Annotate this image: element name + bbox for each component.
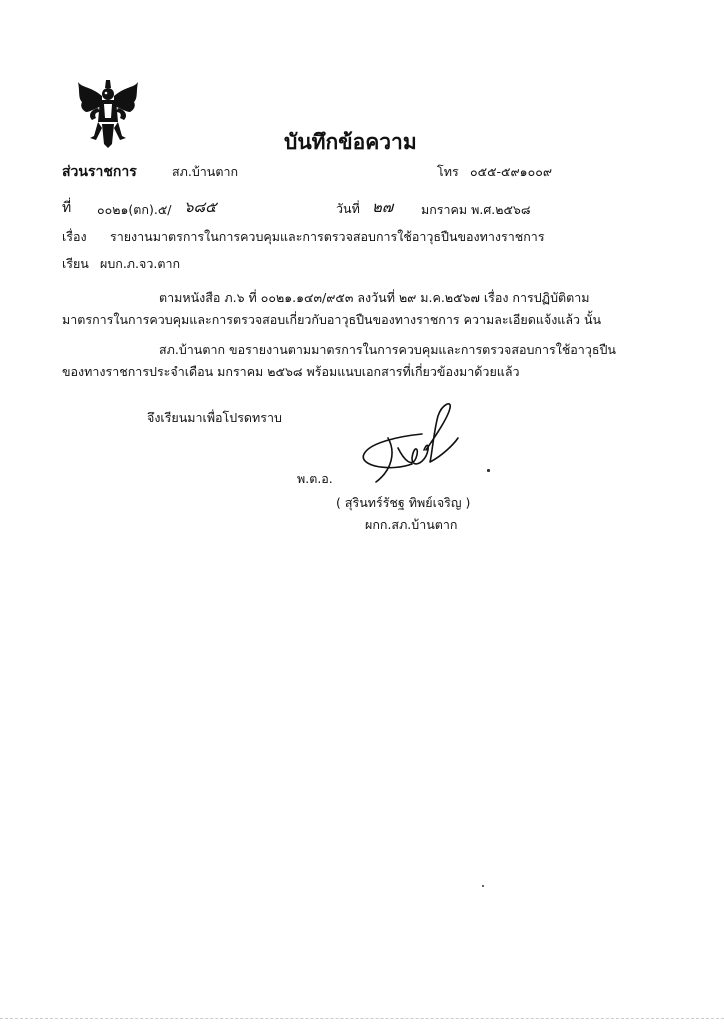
paragraph-1-line-2: มาตรการในการควบคุมและการตรวจสอบเกี่ยวกับอาวุธปืนของทางราชการ ความละเอียดแจ้งแล้ว นั้น <box>62 312 602 327</box>
date-label: วันที่ <box>336 201 360 216</box>
scan-speck <box>482 885 484 887</box>
scan-edge-line <box>0 1018 724 1020</box>
date-day-handwritten: ๒๗ <box>372 198 394 216</box>
date-value: มกราคม พ.ศ.๒๕๖๘ <box>421 202 531 217</box>
recipient-label: เรียน <box>62 256 89 271</box>
signer-rank: พ.ต.อ. <box>297 471 333 486</box>
paragraph-2-line-2: ของทางราชการประจำเดือน มกราคม ๒๕๖๘ พร้อมแนบเอกสารที่เกี่ยวข้องมาด้วยแล้ว <box>62 364 520 379</box>
garuda-emblem <box>76 78 140 148</box>
paragraph-1-line-1: ตามหนังสือ ภ.๖ ที่ ๐๐๒๑.๑๔๓/๙๕๓ ลงวันที่ ๒๙ ม.ค.๒๕๖๗ เรื่อง การปฏิบัติตาม <box>159 290 590 305</box>
signature-scribble <box>350 398 460 488</box>
ink-dot <box>487 469 490 472</box>
phone-label: โทร <box>437 164 459 179</box>
closing-text: จึงเรียนมาเพื่อโปรดทราบ <box>147 410 282 425</box>
paragraph-2-line-1: สภ.บ้านตาก ขอรายงานตามมาตรการในการควบคุมและการตรวจสอบการใช้อาวุธปืน <box>159 342 616 357</box>
signer-name: ( สุรินทร์รัชฐ ทิพย์เจริญ ) <box>336 495 471 510</box>
agency-value: สภ.บ้านตาก <box>172 164 239 179</box>
signer-position: ผกก.สภ.บ้านตาก <box>365 517 458 532</box>
phone-value: ๐๕๕-๕๙๑๐๐๙ <box>470 164 553 179</box>
subject-label: เรื่อง <box>62 229 87 244</box>
subject-value: รายงานมาตรการในการควบคุมและการตรวจสอบการใช้อาวุธปืนของทางราชการ <box>110 229 545 244</box>
recipient-value: ผบก.ภ.จว.ตาก <box>100 256 181 271</box>
doc-number-value: ๐๐๒๑(ตก).๕/ <box>97 202 172 217</box>
doc-number-label: ที่ <box>62 200 72 216</box>
doc-number-handwritten: ๖๘๕ <box>184 198 217 216</box>
agency-label: ส่วนราชการ <box>62 164 137 180</box>
page-title: บันทึกข้อความ <box>284 130 417 154</box>
